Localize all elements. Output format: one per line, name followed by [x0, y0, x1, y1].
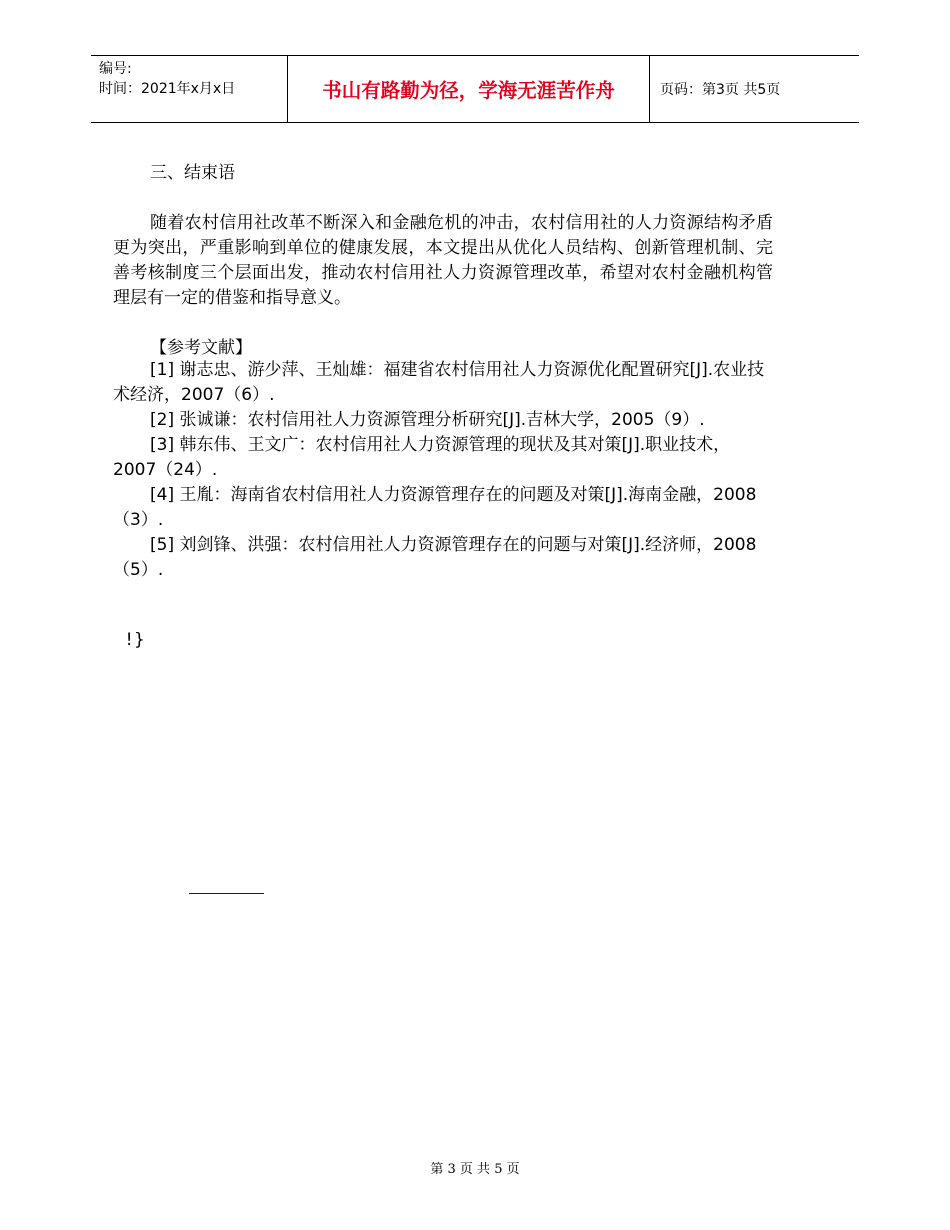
reference-item: [3] 韩东伟、王文广：农村信用社人力资源管理的现状及其对策[J].职业技术，2007（24）. — [113, 435, 731, 480]
reference-item: [1] 谢志忠、游少萍、王灿雄：福建省农村信用社人力资源优化配置研究[J].农业技术经济，2007（6）. — [113, 360, 765, 405]
footer-page-text: 第 3 页 共 5 页 — [430, 1162, 520, 1177]
page-footer — [0, 1158, 950, 1177]
document-header — [91, 55, 859, 123]
stray-text: !} — [124, 630, 145, 650]
section-title-block — [113, 161, 773, 186]
references-list — [113, 358, 773, 583]
time-label: 时间：2021年x月x日 — [99, 81, 236, 97]
references-title: 【参考文献】 — [150, 338, 252, 358]
conclusion-paragraph: 随着农村信用社改革不断深入和金融危机的冲击，农村信用社的人力资源结构矛盾更为突出，严重影响到单位的健康发展，本文提出从优化人员结构、创新管理机制、完善考核制度三个层面出发，推动农村信用社人力资源管理改革，希望对农村金融机构管理层有一定的借鉴和指导意义。 — [113, 213, 773, 308]
hyperlink-underline[interactable] — [189, 893, 264, 894]
number-label: 编号: — [99, 61, 132, 77]
conclusion-block — [113, 211, 773, 311]
reference-item: [4] 王胤：海南省农村信用社人力资源管理存在的问题及对策[J].海南金融，2008（3）. — [113, 485, 757, 530]
header-meta — [91, 56, 287, 122]
header-page-label: 页码：第3页 共5页 — [660, 82, 781, 98]
reference-item: [2] 张诚谦：农村信用社人力资源管理分析研究[J].吉林大学，2005（9）. — [150, 410, 705, 430]
section-title: 三、结束语 — [150, 163, 235, 183]
motto: 书山有路勤为径，学海无涯苦作舟 — [287, 56, 650, 122]
reference-item: [5] 刘剑锋、洪强：农村信用社人力资源管理存在的问题与对策[J].经济师，2008（5）. — [113, 535, 757, 580]
